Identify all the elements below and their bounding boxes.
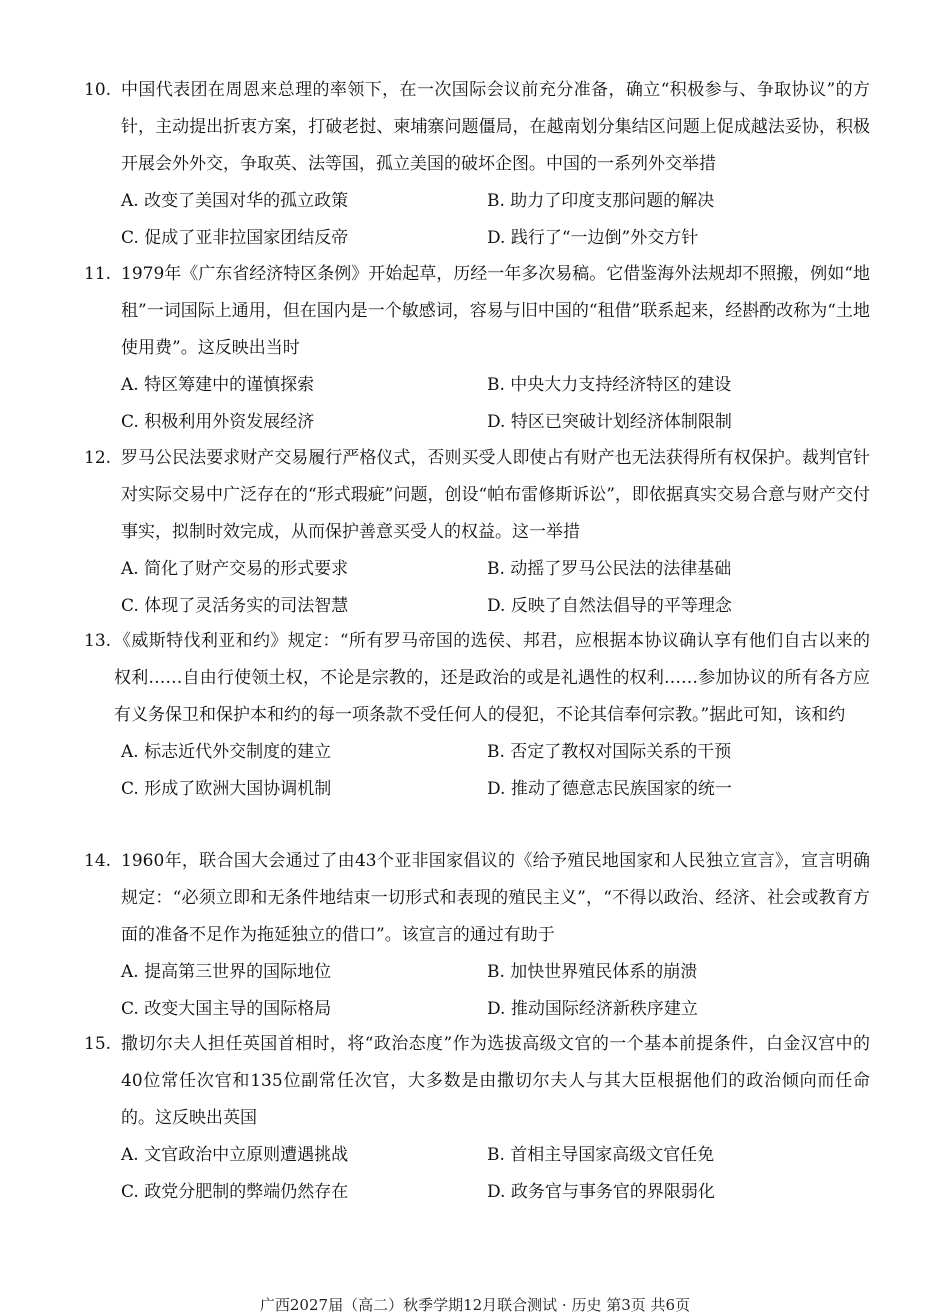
option-d[interactable]: D. 推动了德意志民族国家的统一: [487, 779, 732, 799]
question-number: 14.: [84, 851, 112, 871]
option-b[interactable]: B. 动摇了罗马公民法的法律基础: [487, 559, 732, 579]
option-c[interactable]: C. 体现了灵活务实的司法智慧: [121, 596, 349, 616]
option-b[interactable]: B. 助力了印度支那问题的解决: [487, 191, 715, 211]
question-stem: 中国代表团在周恩来总理的率领下，在一次国际会议前充分准备，确立“积极参与、争取协议”的方针，主动提出折衷方案，打破老挝、柬埔寨问题僵局，在越南划分集结区问题上促成越法妥协，积极开展会外外交，争取英、法等国，孤立美国的破坏企图。中国的一系列外交举措: [121, 80, 870, 174]
option-a[interactable]: A. 提高第三世界的国际地位: [121, 962, 332, 982]
question-12: [84, 440, 870, 625]
question-number: 13.: [84, 631, 112, 651]
option-d[interactable]: D. 政务官与事务官的界限弱化: [487, 1182, 715, 1202]
option-a[interactable]: A. 改变了美国对华的孤立政策: [121, 191, 349, 211]
question-14: [84, 843, 870, 1028]
option-b[interactable]: B. 否定了教权对国际关系的干预: [487, 742, 732, 762]
option-d[interactable]: D. 反映了自然法倡导的平等理念: [487, 596, 732, 616]
option-b[interactable]: B. 中央大力支持经济特区的建设: [487, 375, 732, 395]
question-stem: 1979年《广东省经济特区条例》开始起草，历经一年多次易稿。它借鉴海外法规却不照搬，例如“地租”一词国际上通用，但在国内是一个敏感词，容易与旧中国的“租借”联系起来，经斟酌改称为“土地使用费”。这反映出当时: [121, 264, 870, 358]
question-stem: 罗马公民法要求财产交易履行严格仪式，否则买受人即使占有财产也无法获得所有权保护。裁判官针对实际交易中广泛存在的“形式瑕疵”问题，创设“帕布雷修斯诉讼”，即依据真实交易合意与财产交付事实，拟制时效完成，从而保护善意买受人的权益。这一举措: [121, 448, 870, 542]
question-number: 15.: [84, 1034, 112, 1054]
question-15: [84, 1026, 870, 1211]
option-a[interactable]: A. 简化了财产交易的形式要求: [121, 559, 349, 579]
options: [121, 367, 870, 441]
option-c[interactable]: C. 改变大国主导的国际格局: [121, 999, 332, 1019]
options: [121, 734, 870, 808]
options: [121, 1137, 870, 1211]
question-stem: 撒切尔夫人担任英国首相时，将“政治态度”作为选拔高级文官的一个基本前提条件，白金汉宫中的40位常任次官和135位副常任次官，大多数是由撒切尔夫人与其大臣根据他们的政治倾向而任命的。这反映出英国: [121, 1034, 870, 1128]
page-footer: 广西2027届（高二）秋季学期12月联合测试 · 历史 第3页 共6页: [259, 1296, 691, 1314]
options: [121, 183, 870, 257]
option-b[interactable]: B. 加快世界殖民体系的崩溃: [487, 962, 698, 982]
option-c[interactable]: C. 促成了亚非拉国家团结反帝: [121, 228, 349, 248]
options: [121, 954, 870, 1028]
question-number: 10.: [84, 80, 112, 100]
question-11: [84, 256, 870, 441]
option-d[interactable]: D. 特区已突破计划经济体制限制: [487, 412, 732, 432]
option-c[interactable]: C. 积极利用外资发展经济: [121, 412, 315, 432]
question-10: [84, 72, 870, 257]
options: [121, 551, 870, 625]
option-a[interactable]: A. 标志近代外交制度的建立: [121, 742, 332, 762]
option-b[interactable]: B. 首相主导国家高级文官任免: [487, 1145, 715, 1165]
question-number: 11.: [84, 264, 112, 284]
question-stem: 1960年，联合国大会通过了由43个亚非国家倡议的《给予殖民地国家和人民独立宣言》，宣言明确规定：“必须立即和无条件地结束一切形式和表现的殖民主义”，“不得以政治、经济、社会或教育方面的准备不足作为拖延独立的借口”。该宣言的通过有助于: [121, 851, 870, 945]
option-d[interactable]: D. 推动国际经济新秩序建立: [487, 999, 698, 1019]
question-number: 12.: [84, 448, 112, 468]
option-d[interactable]: D. 践行了“一边倒”外交方针: [487, 228, 699, 248]
question-stem: 《威斯特伐利亚和约》规定：“所有罗马帝国的选侯、邦君，应根据本协议确认享有他们自古以来的权利……自由行使领土权，不论是宗教的，还是政治的或是礼遇性的权利……参加协议的所有各方应有义务保卫和保护本和约的每一项条款不受任何人的侵犯，不论其信奉何宗教。”据此可知，该和约: [114, 631, 870, 725]
option-c[interactable]: C. 形成了欧洲大国协调机制: [121, 779, 332, 799]
option-a[interactable]: A. 特区筹建中的谨慎探索: [121, 375, 315, 395]
option-a[interactable]: A. 文官政治中立原则遭遇挑战: [121, 1145, 349, 1165]
question-13: [84, 623, 870, 808]
option-c[interactable]: C. 政党分肥制的弊端仍然存在: [121, 1182, 349, 1202]
